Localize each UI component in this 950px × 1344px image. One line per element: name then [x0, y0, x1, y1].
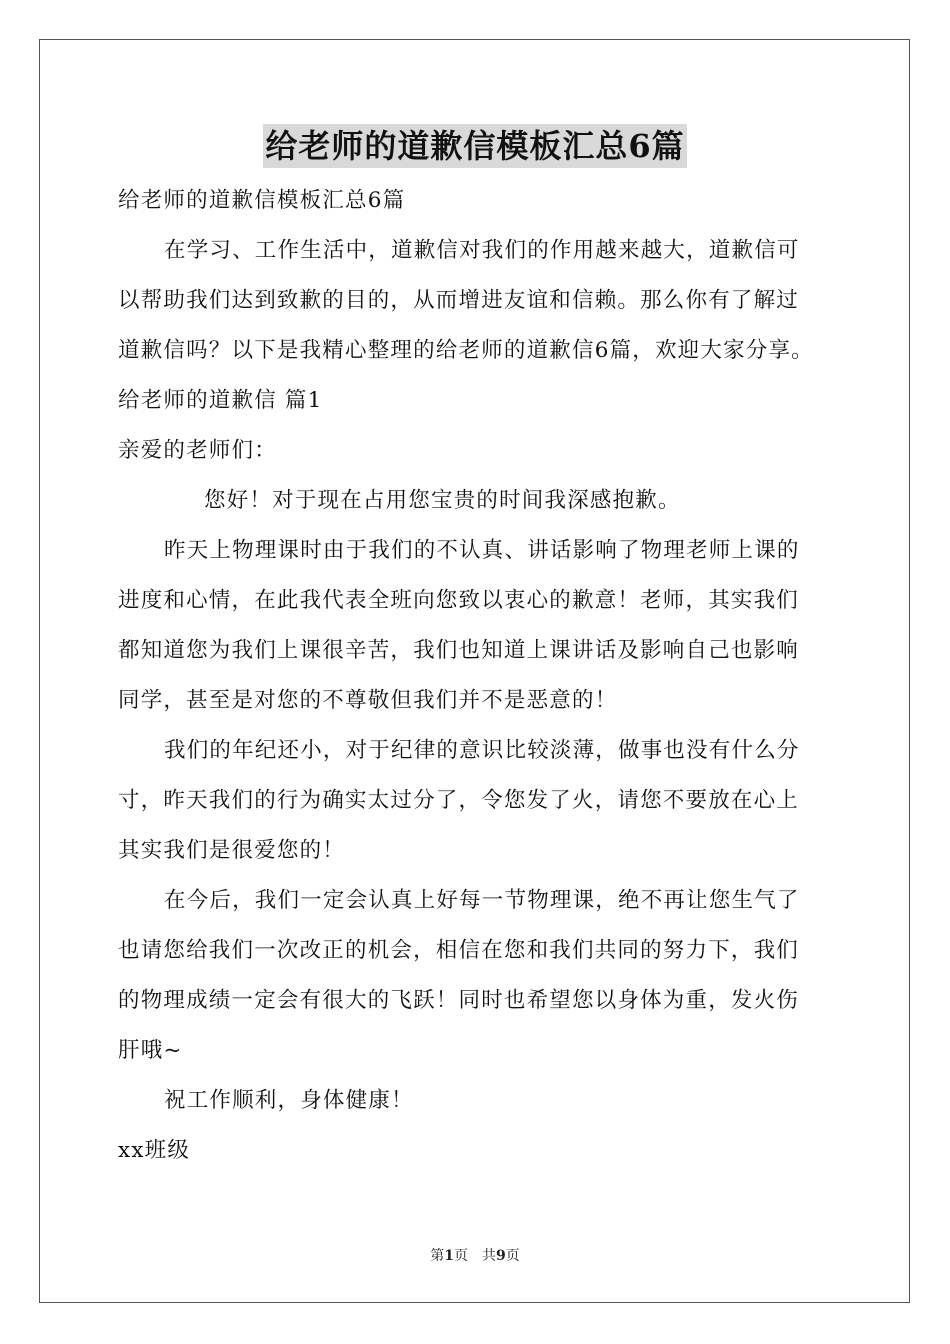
paragraph-1-line-3: 都知道您为我们上课很辛苦，我们也知道上课讲话及影响自己也影响: [118, 638, 800, 663]
signature: xx班级: [118, 1138, 191, 1163]
paragraph-3-line-1: 在今后，我们一定会认真上好每一节物理课，绝不再让您生气了: [164, 888, 800, 913]
page-footer: [0, 1246, 950, 1266]
footer-middle: 页 共: [454, 1248, 496, 1264]
footer-suffix: 页: [505, 1248, 520, 1264]
paragraph-2-line-3: 其实我们是很爱您的！: [118, 838, 346, 863]
paragraph-2-line-1: 我们的年纪还小，对于纪律的意识比较淡薄，做事也没有什么分: [164, 738, 800, 763]
footer-current-page: 1: [444, 1248, 454, 1264]
greeting-line: 您好！对于现在占用您宝贵的时间我深感抱歉。: [204, 488, 681, 513]
paragraph-3-line-2: 也请您给我们一次改正的机会，相信在您和我们共同的努力下，我们: [118, 938, 800, 963]
footer-prefix: 第: [430, 1248, 445, 1264]
footer-total-pages: 9: [496, 1248, 506, 1264]
document-body: [118, 176, 853, 1176]
paragraph-1-line-2: 进度和心情，在此我代表全班向您致以衷心的歉意！老师，其实我们: [118, 588, 800, 613]
subtitle-line: 给老师的道歉信模板汇总6篇: [118, 188, 406, 213]
intro-line-3: 道歉信吗？以下是我精心整理的给老师的道歉信6篇，欢迎大家分享。: [118, 338, 814, 363]
intro-line-1: 在学习、工作生活中，道歉信对我们的作用越来越大，道歉信可: [164, 238, 800, 263]
closing-wish: 祝工作顺利，身体健康！: [164, 1088, 414, 1113]
paragraph-1-line-1: 昨天上物理课时由于我们的不认真、讲话影响了物理老师上课的: [164, 538, 800, 563]
section-heading: 给老师的道歉信 篇1: [118, 388, 323, 413]
title-wrap: [0, 124, 950, 168]
salutation: 亲爱的老师们：: [118, 438, 277, 463]
intro-line-2: 以帮助我们达到致歉的目的，从而增进友谊和信赖。那么你有了解过: [118, 288, 800, 313]
paragraph-1-line-4: 同学，甚至是对您的不尊敬但我们并不是恶意的！: [118, 688, 618, 713]
document-title: 给老师的道歉信模板汇总6篇: [263, 124, 686, 168]
paragraph-2-line-2: 寸，昨天我们的行为确实太过分了，令您发了火，请您不要放在心上: [118, 788, 800, 813]
paragraph-3-line-4: 肝哦~: [118, 1038, 183, 1063]
paragraph-3-line-3: 的物理成绩一定会有很大的飞跃！同时也希望您以身体为重，发火伤: [118, 988, 800, 1013]
